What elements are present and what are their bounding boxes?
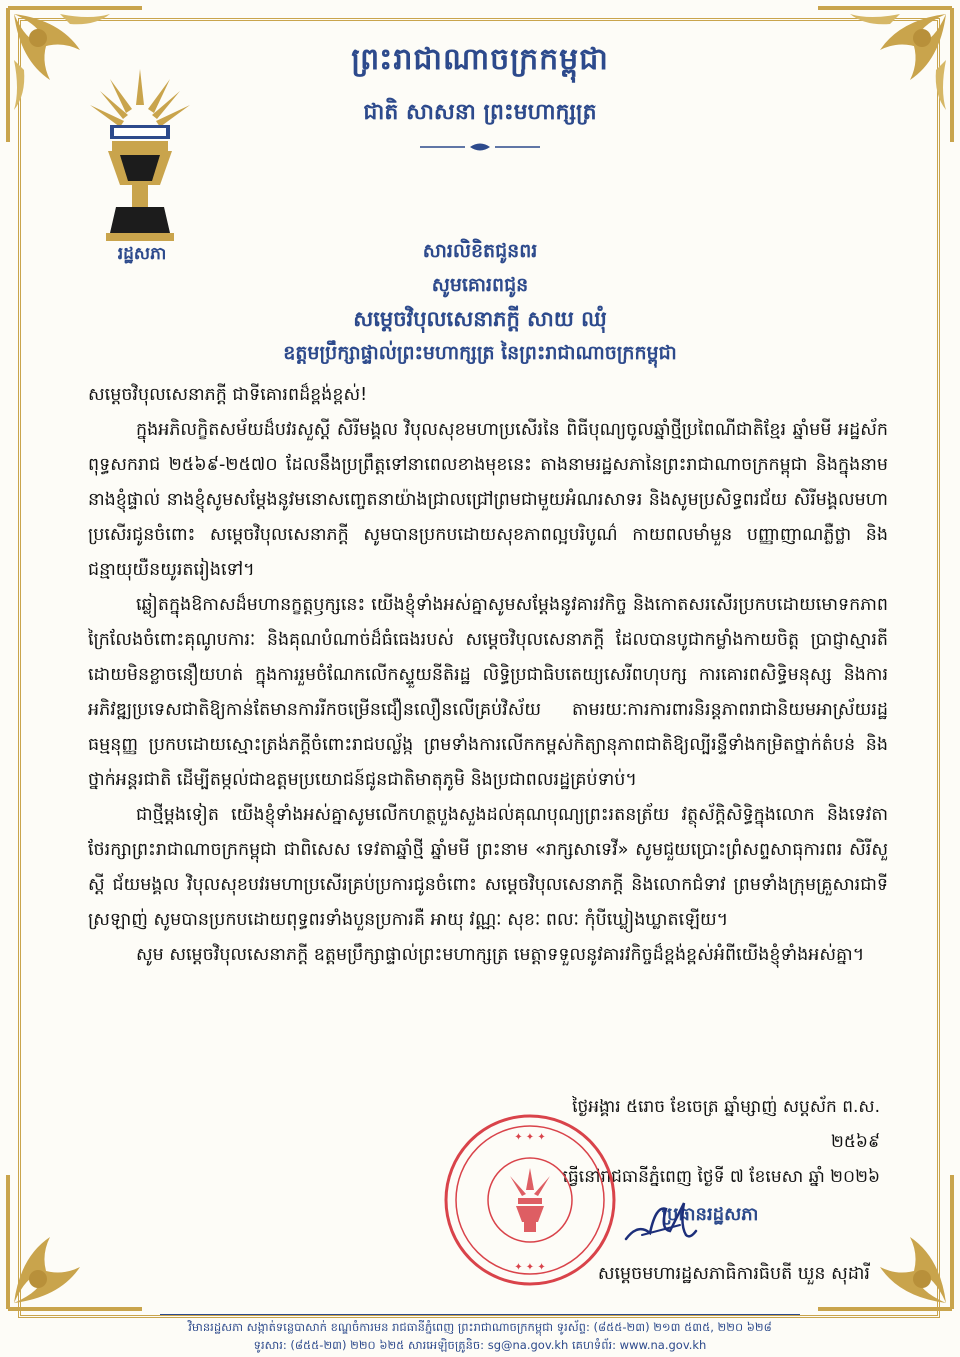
national-assembly-emblem-icon — [80, 65, 200, 245]
footer-contact — [0, 1318, 960, 1354]
recipient-position: ឧត្តមប្រឹក្សាផ្ទាល់ព្រះមហាក្សត្រ នៃព្រះរាជាណាចក្រកម្ពុជា — [283, 342, 677, 364]
footer-divider — [160, 1314, 800, 1315]
letter-type: សារលិខិតជូនពរ — [422, 240, 538, 262]
kingdom-title: ព្រះរាជាណាចក្រកម្ពុជា — [351, 42, 609, 77]
paragraph: ជាថ្មីម្តងទៀត យើងខ្ញុំទាំងអស់គ្នាសូមលើកហត្ថបួងសួងដល់គុណបុណ្យព្រះរតនត្រ័យ វត្ថុស័ក្តិសិទ្ធិក្នុងលោក និងទេវតាថែរក្សាព្រះរាជាណាចក្រកម្ពុជា ជាពិសេស ទេវតាឆ្នាំថ្មី ឆ្នាំមមី ព្រះនាម «រាក្សសាទេវី» សូមជួយប្រោះព្រំសព្ទសាធុការពរ សិរីសួស្តី ជ័យមង្គល វិបុលសុខបវរមហាប្រសើរគ្រប់ប្រការជូនចំពោះ សម្តេចវិបុលសេនាភក្តី និងលោកជំទាវ ព្រមទាំងក្រុមគ្រួសារជាទីស្រឡាញ់ សូមបានប្រកបដោយពុទ្ធពរទាំងបួនប្រការគឺ អាយុ វណ្ណៈ សុខៈ ពលៈ កុំបីឃ្លៀងឃ្លាតឡើយ។ — [88, 805, 888, 930]
recipient-name: សម្តេចវិបុលសេនាភក្តី សាយ ឈុំ — [353, 307, 607, 331]
handwritten-signature-icon — [620, 1195, 700, 1250]
footer-contacts: ទូរសារ: (៨៥៥-២៣) ២២០ ៦២៥ សារអេឡិចត្រូនិច: sg@na.gov.kh គេហទំព័រ: www.na.gov.kh — [253, 1338, 707, 1352]
signer-name: សម្តេចមហារដ្ឋសភាធិការធិបតី ឃួន សុដារី — [597, 1264, 870, 1284]
paragraph: សូម សម្តេចវិបុលសេនាភក្តី ឧត្តមប្រឹក្សាផ្ទាល់ព្រះមហាក្សត្រ មេត្តាទទួលនូវគារវកិច្ចដ៏ខ្ពង់ខ្ពស់អំពីយើងខ្ញុំទាំងអស់គ្នា។ — [136, 945, 865, 965]
svg-text:✦ ✦ ✦: ✦ ✦ ✦ — [514, 1132, 546, 1143]
paragraph: ឆ្លៀតក្នុងឱកាសដ៏មហានក្ខត្តឫក្សនេះ យើងខ្ញុំទាំងអស់គ្នាសូមសម្តែងនូវគារវកិច្ច និងកោតសរសើរប្រកបដោយមោទកភាពក្រៃលែងចំពោះគុណូបការៈ និងគុណបំណាច់ដ៏ធំធេងរបស់ សម្តេចវិបុលសេនាភក្តី ដែលបានបូជាកម្លាំងកាយចិត្ត ប្រាជ្ញាស្មារតី ដោយមិនខ្លាចនឿយហត់ ក្នុងការរួមចំណែកលើកស្ទួយនីតិរដ្ឋ លិទ្ធិប្រជាធិបតេយ្យសេរីពហុបក្ស ការគោរពសិទ្ធិមនុស្ស និងការអភិវឌ្ឍប្រទេសជាតិឱ្យកាន់តែមានការរីកចម្រើនជឿនលឿនលើគ្រប់វិស័យ តាមរយៈការការពារនិរន្តភាពរាជានិយមអាស្រ័យរដ្ឋធម្មនុញ្ញ ប្រកបដោយស្មោះត្រង់ភក្តីចំពោះរាជបល្ល័ង្ក ព្រមទាំងការលើកកម្ពស់កិត្យានុភាពជាតិឱ្យល្បីរន្ទឺទាំងកម្រិតថ្នាក់តំបន់ និងថ្នាក់អន្តរជាតិ ដើម្បីតម្កល់ជាឧត្តមប្រយោជន៍ជូនជាតិមាតុភូមិ និងប្រជាពលរដ្ឋគ្រប់ទាប់។ — [88, 595, 888, 790]
national-motto: ជាតិ សាសនា ព្រះមហាក្សត្រ — [363, 100, 597, 125]
footer-address: វិមានរដ្ឋសភា សង្កាត់ទន្លេបាសាក់ ខណ្ឌចំការមន រាជធានីភ្នំពេញ ព្រះរាជាណាចក្រកម្ពុជា ទូរស័ព្ទ: (៨៥៥-២៣) ២១៣ ៥៣៥, ២២០ ៦២៨ — [188, 1320, 772, 1334]
letter-title-block — [0, 234, 960, 370]
signer-title: ប្រធានរដ្ឋសភា — [661, 1204, 759, 1225]
paragraph: ក្នុងអភិលក្ខិតសម័យដ៏បវរសួស្តី សិរីមង្គល វិបុលសុខមហាប្រសើរនៃ ពិធីបុណ្យចូលឆ្នាំថ្មីប្រពៃណីជាតិខ្មែរ ឆ្នាំមមី អដ្ឋស័ក ពុទ្ធសករាជ ២៥៦៩-២៥៧០ ដែលនឹងប្រព្រឹត្តទៅនាពេលខាងមុខនេះ តាងនាមរដ្ឋសភានៃព្រះរាជាណាចក្រកម្ពុជា និងក្នុងនាមនាងខ្ញុំផ្ទាល់ នាងខ្ញុំសូមសម្តែងនូវមនោសញ្ចេតនាយ៉ាងជ្រាលជ្រៅព្រមជាមួយអំណរសាទរ និងសូមប្រសិទ្ធពរជ័យ សិរីមង្គលមហាប្រសើរជូនចំពោះ សម្តេចវិបុលសេនាភក្តី សូមបានប្រកបដោយសុខភាពល្អបរិបូណ៌ កាយពលមាំមួន បញ្ញាញាណភ្លឺថ្លា និងជន្មាយុយឺនយូរតរៀងទៅ។ — [88, 420, 888, 580]
corner-ornament-icon — [0, 1167, 150, 1317]
divider-ornament-icon — [420, 140, 540, 154]
place-date: ធ្វើនៅរាជធានីភ្នំពេញ ថ្ងៃទី ៧ ខែមេសា ឆ្នាំ ២០២៦ — [562, 1167, 880, 1187]
respectfully-to: សូមគោរពជូន — [431, 274, 529, 296]
emblem-label: រដ្ឋសភា — [117, 244, 167, 264]
svg-text:✦ ✦ ✦: ✦ ✦ ✦ — [514, 1262, 546, 1273]
lunar-date: ថ្ងៃអង្គារ ៥រោច ខែចេត្រ ឆ្នាំម្សាញ់ សប្តស័ក ព.ស. ២៥៦៩ — [572, 1097, 880, 1152]
salutation: សម្តេចវិបុលសេនាភក្តី ជាទីគោរពដ៏ខ្ពង់ខ្ពស់! — [88, 385, 368, 405]
letter-body — [88, 378, 888, 973]
